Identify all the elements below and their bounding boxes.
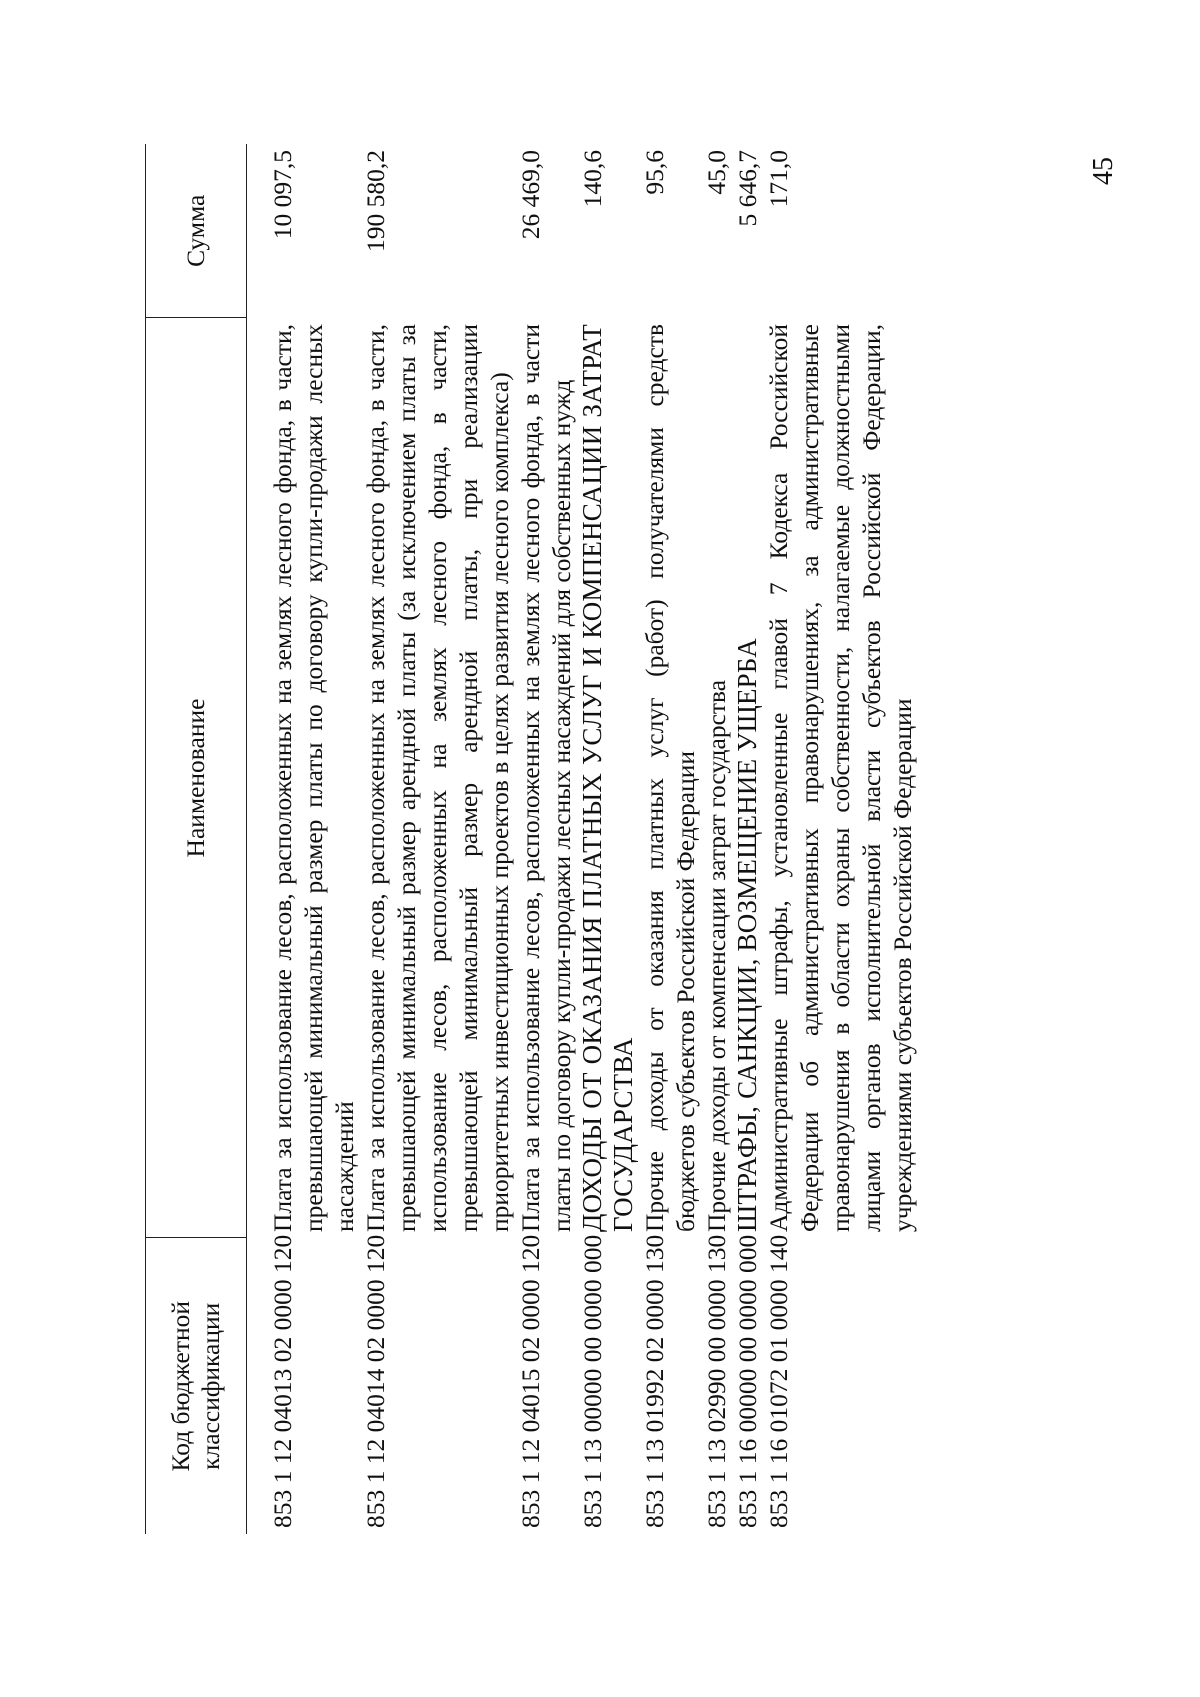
name-cell: ДОХОДЫ ОТ ОКАЗАНИЯ ПЛАТНЫХ УСЛУГ И КОМПЕНСАЦИИ ЗАТРАТ ГОСУДАРСТВА <box>577 324 638 1232</box>
code-cell: 853 1 13 02990 00 0000 130 <box>702 1234 731 1528</box>
amount-cell: 26 469,0 <box>516 150 545 240</box>
amount-cell: 45,0 <box>702 150 731 195</box>
code-cell: 853 1 13 00000 00 0000 000 <box>578 1234 607 1528</box>
table-row <box>763 144 918 1534</box>
name-cell: Плата за использование лесов, расположенных на землях лесного фонда, в части, превышающей минимальный размер платы по договору купли-продажи лесных насаждений <box>268 324 359 1232</box>
header-code: Код бюджетной классификации <box>146 1238 247 1534</box>
header-name: Наименование <box>146 318 247 1238</box>
table-header-row <box>146 144 247 1534</box>
code-cell: 853 1 12 04013 02 0000 120 <box>268 1234 297 1528</box>
name-cell: Прочие доходы от компенсации затрат государства <box>702 679 731 1232</box>
table-row <box>515 144 577 1534</box>
amount-cell: 5 646,7 <box>733 150 762 227</box>
table-row <box>577 144 639 1534</box>
name-cell: Плата за использование лесов, расположенных на землях лесного фонда, в части платы по договору купли-продажи лесных насаждений для собственных нужд <box>516 324 576 1232</box>
amount-cell: 10 097,5 <box>268 150 297 240</box>
table-row <box>701 144 732 1534</box>
table-row <box>732 144 763 1534</box>
amount-cell: 95,6 <box>640 150 669 195</box>
amount-cell: 140,6 <box>578 150 607 208</box>
name-cell: Прочие доходы от оказания платных услуг (работ) получателями средств бюджетов субъектов Российской Федерации <box>640 324 700 1232</box>
code-cell: 853 1 12 04015 02 0000 120 <box>516 1234 545 1528</box>
table-row <box>360 144 515 1534</box>
code-cell: 853 1 12 04014 02 0000 120 <box>361 1234 390 1528</box>
name-cell: ШТРАФЫ, САНКЦИИ, ВОЗМЕЩЕНИЕ УЩЕРБА <box>732 638 762 1232</box>
code-cell: 853 1 13 01992 02 0000 130 <box>640 1234 669 1528</box>
name-cell: Административные штрафы, установленные главой 7 Кодекса Российской Федерации об административных правонарушениях, за административные правонарушения в области охраны собственности, налагаемые должностными лицами органов исполнительной власти субъектов Российской Федерации, учреждениями субъектов Российской Федерации <box>764 324 917 1232</box>
amount-cell: 190 580,2 <box>361 150 390 252</box>
table-row <box>639 144 701 1534</box>
budget-revenue-table <box>145 144 918 1534</box>
page-number: 45 <box>1088 157 1119 185</box>
table-body <box>247 144 919 1534</box>
table-row <box>247 144 361 1534</box>
amount-cell: 171,0 <box>764 150 793 208</box>
code-cell: 853 1 16 00000 00 0000 000 <box>733 1234 762 1528</box>
code-cell: 853 1 16 01072 01 0000 140 <box>764 1234 793 1528</box>
header-amount: Сумма <box>146 144 247 318</box>
name-cell: Плата за использование лесов, расположенных на землях лесного фонда, в части, превышающей минимальный размер арендной платы (за исключением платы за использование лесов, расположенных на землях лесного фонда, в части, превышающей минимальный размер арендной платы, при реализации приоритетных инвестиционных проектов в целях развития лесного комплекса) <box>361 324 514 1232</box>
